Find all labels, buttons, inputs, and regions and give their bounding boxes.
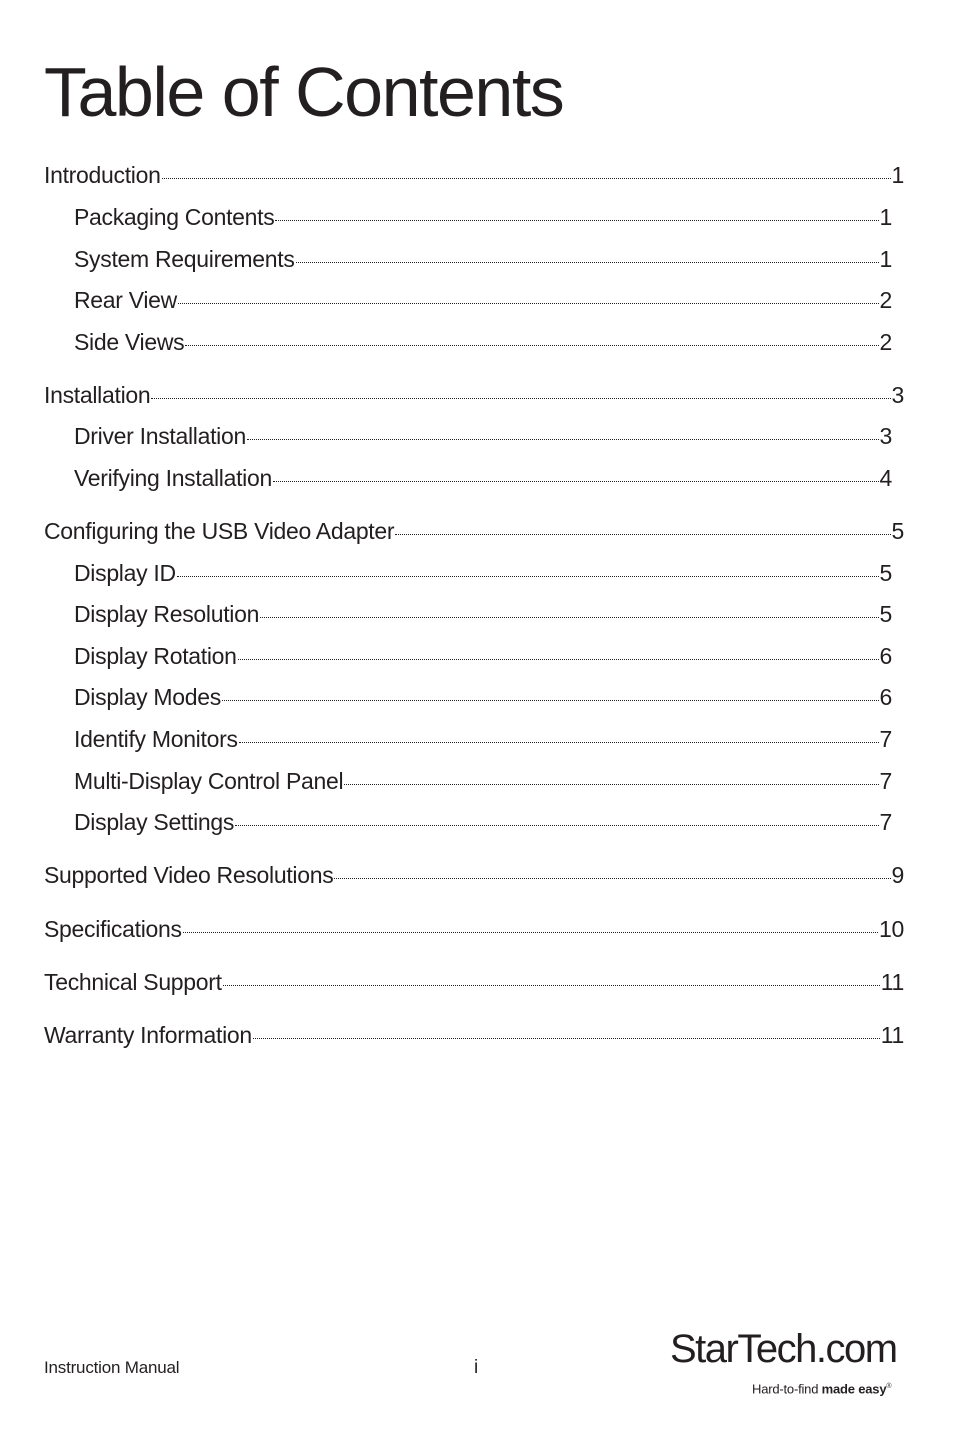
toc-entry-label: Multi-Display Control Panel	[74, 768, 344, 794]
toc-entry-label: Configuring the USB Video Adapter	[44, 518, 395, 544]
toc-entry-introduction[interactable]	[44, 158, 904, 192]
toc-entry-page: 7	[879, 768, 892, 794]
trademark-symbol: ®	[886, 1383, 892, 1390]
toc-entry-display-id[interactable]	[74, 556, 892, 590]
toc-leader-dots	[185, 345, 878, 346]
toc-entry-multi-display-control-panel[interactable]	[74, 764, 892, 798]
toc-entry-label: Warranty Information	[44, 1022, 252, 1048]
toc-entry-page: 1	[879, 204, 892, 230]
toc-leader-dots	[222, 700, 879, 701]
toc-entry-page: 11	[880, 1022, 904, 1048]
toc-entry-page: 5	[891, 518, 904, 544]
toc-leader-dots	[247, 439, 879, 440]
toc-entry-specifications[interactable]	[44, 912, 904, 946]
toc-entry-page: 11	[880, 969, 904, 995]
toc-leader-dots	[223, 985, 880, 986]
toc-entry-page: 6	[879, 684, 892, 710]
toc-entry-page: 4	[879, 465, 892, 491]
toc-entry-supported-video-resolutions[interactable]	[44, 858, 904, 892]
footer-document-type: Instruction Manual	[44, 1358, 180, 1377]
toc-leader-dots	[183, 932, 878, 933]
toc-entry-label: Display Rotation	[74, 643, 237, 669]
brand-tagline-plain: Hard-to-find	[752, 1381, 822, 1397]
toc-entry-display-resolution[interactable]	[74, 597, 892, 631]
toc-entry-label: Specifications	[44, 916, 182, 942]
footer-page-number: i	[474, 1357, 479, 1378]
toc-entry-display-rotation[interactable]	[74, 639, 892, 673]
toc-entry-packaging-contents[interactable]	[74, 200, 892, 234]
toc-entry-driver-installation[interactable]	[74, 419, 892, 453]
toc-entry-page: 3	[879, 423, 892, 449]
toc-leader-dots	[296, 262, 879, 263]
toc-entry-verifying-installation[interactable]	[74, 461, 892, 495]
toc-entry-label: Technical Support	[44, 969, 222, 995]
toc-entry-page: 5	[879, 601, 892, 627]
toc-entry-page: 1	[891, 162, 904, 188]
brand-domain: .com	[815, 1327, 897, 1371]
toc-entry-installation[interactable]	[44, 378, 904, 412]
toc-entry-label: Display Settings	[74, 809, 235, 835]
toc-entry-page: 1	[879, 246, 892, 272]
toc-entry-display-modes[interactable]	[74, 680, 892, 714]
toc-entry-label: Display Resolution	[74, 601, 260, 627]
toc-entry-label: Packaging Contents	[74, 204, 275, 230]
brand-wordmark	[670, 1325, 897, 1373]
toc-leader-dots	[334, 878, 890, 879]
brand-tagline-bold: made easy	[821, 1381, 887, 1397]
brand-name: StarTech	[670, 1327, 816, 1371]
toc-leader-dots	[395, 534, 890, 535]
toc-leader-dots	[238, 659, 879, 660]
toc-entry-label: Verifying Installation	[74, 465, 272, 491]
toc-entry-configuring-usb-video-adapter[interactable]	[44, 514, 904, 548]
toc-entry-technical-support[interactable]	[44, 965, 904, 999]
toc-entry-page: 2	[879, 329, 892, 355]
page-title: Table of Contents	[44, 53, 564, 131]
toc-entry-label: Rear View	[74, 287, 177, 313]
toc-entry-side-views[interactable]	[74, 325, 892, 359]
toc-leader-dots	[177, 576, 879, 577]
toc-entry-page: 9	[891, 862, 904, 888]
toc-leader-dots	[273, 481, 879, 482]
toc-entry-identify-monitors[interactable]	[74, 722, 892, 756]
toc-entry-page: 6	[879, 643, 892, 669]
toc-entry-label: Installation	[44, 382, 151, 408]
toc-leader-dots	[253, 1038, 880, 1039]
toc-leader-dots	[235, 825, 878, 826]
brand-tagline	[752, 1378, 891, 1398]
toc-leader-dots	[178, 303, 879, 304]
toc-entry-label: Display Modes	[74, 684, 221, 710]
toc-entry-rear-view[interactable]	[74, 283, 892, 317]
toc-leader-dots	[239, 742, 879, 743]
brand-logo	[670, 1325, 920, 1400]
toc-entry-warranty-information[interactable]	[44, 1018, 904, 1052]
toc-entry-label: Display ID	[74, 560, 176, 586]
toc-entry-display-settings[interactable]	[74, 805, 892, 839]
toc-entry-label: Introduction	[44, 162, 161, 188]
toc-entry-label: Driver Installation	[74, 423, 246, 449]
toc-leader-dots	[275, 220, 878, 221]
toc-entry-label: System Requirements	[74, 246, 295, 272]
toc-entry-label: Side Views	[74, 329, 185, 355]
toc-entry-label: Identify Monitors	[74, 726, 238, 752]
toc-entry-page: 3	[891, 382, 904, 408]
toc-leader-dots	[260, 617, 878, 618]
toc-leader-dots	[151, 398, 890, 399]
toc-entry-page: 7	[879, 726, 892, 752]
toc-entry-page: 5	[879, 560, 892, 586]
toc-entry-page: 2	[879, 287, 892, 313]
toc-leader-dots	[162, 178, 891, 179]
toc-leader-dots	[344, 784, 878, 785]
toc-entry-page: 10	[879, 916, 904, 942]
toc-entry-page: 7	[879, 809, 892, 835]
toc-entry-system-requirements[interactable]	[74, 242, 892, 276]
toc-entry-label: Supported Video Resolutions	[44, 862, 334, 888]
